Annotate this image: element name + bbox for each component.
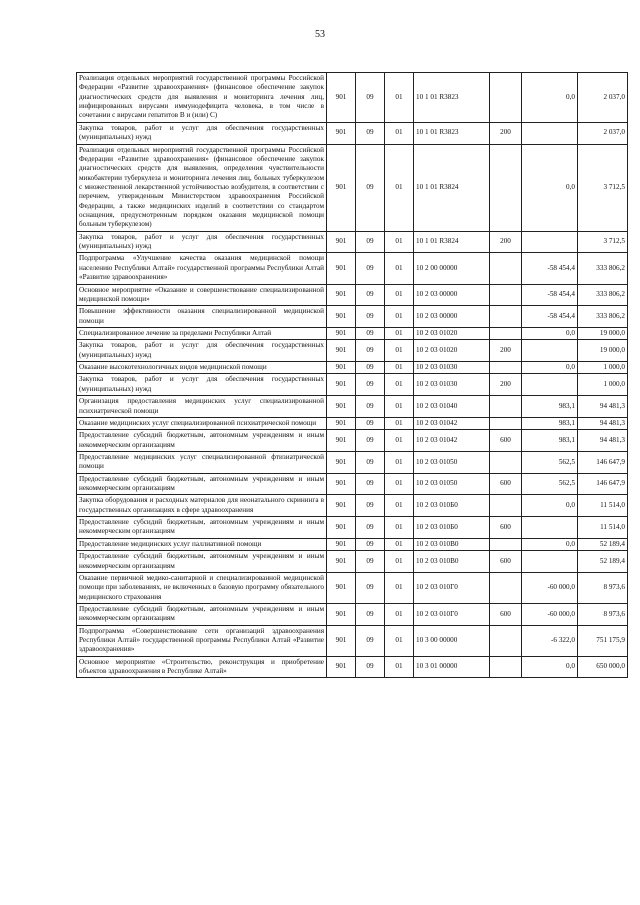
row-name-cell: Закупка оборудования и расходных материалов для неонатального скрининга в государственных организациях в сфере здравоохранения: [77, 495, 327, 517]
row-vr-cell: 600: [490, 551, 522, 573]
row-sum-cell: 94 481,3: [578, 430, 628, 452]
row-vr-cell: [490, 327, 522, 339]
row-csr-cell: 10 2 03 01030: [414, 362, 490, 374]
row-csr-cell: 10 2 03 01042: [414, 430, 490, 452]
row-csr-cell: 10 1 01 R3823: [414, 73, 490, 123]
row-change-cell: 562,5: [522, 473, 578, 495]
row-csr-cell: 10 1 01 R3823: [414, 122, 490, 144]
row-vr-cell: [490, 538, 522, 550]
row-rz-cell: 09: [356, 144, 385, 231]
row-change-cell: 983,1: [522, 417, 578, 429]
row-ved-cell: 901: [327, 430, 356, 452]
row-ved-cell: 901: [327, 362, 356, 374]
row-rz-cell: 09: [356, 572, 385, 603]
row-sum-cell: 3 712,5: [578, 144, 628, 231]
table-row: [77, 551, 628, 573]
row-vr-cell: [490, 572, 522, 603]
row-vr-cell: [490, 656, 522, 678]
table-row: [77, 284, 628, 306]
row-vr-cell: [490, 284, 522, 306]
row-sum-cell: 19 000,0: [578, 340, 628, 362]
row-pr-cell: 01: [385, 517, 414, 539]
row-name-cell: Оказание первичной медико-санитарной и специализированной медицинской помощи при заболеваниях, не включенных в базовую программу обязательного медицинского страхования: [77, 572, 327, 603]
row-vr-cell: [490, 625, 522, 656]
row-sum-cell: 11 514,0: [578, 517, 628, 539]
table-row: [77, 73, 628, 123]
row-pr-cell: 01: [385, 253, 414, 284]
row-change-cell: [522, 122, 578, 144]
row-change-cell: 0,0: [522, 362, 578, 374]
row-sum-cell: 751 175,9: [578, 625, 628, 656]
row-name-cell: Оказание медицинских услуг специализированной психиатрической помощи: [77, 417, 327, 429]
row-rz-cell: 09: [356, 340, 385, 362]
row-pr-cell: 01: [385, 122, 414, 144]
row-rz-cell: 09: [356, 362, 385, 374]
table-row: [77, 306, 628, 328]
row-name-cell: Закупка товаров, работ и услуг для обеспечения государственных (муниципальных) нужд: [77, 374, 327, 396]
row-ved-cell: 901: [327, 656, 356, 678]
row-sum-cell: 333 806,2: [578, 253, 628, 284]
row-change-cell: [522, 374, 578, 396]
row-change-cell: -60 000,0: [522, 603, 578, 625]
row-vr-cell: [490, 253, 522, 284]
row-pr-cell: 01: [385, 396, 414, 418]
row-name-cell: Закупка товаров, работ и услуг для обеспечения государственных (муниципальных) нужд: [77, 231, 327, 253]
row-pr-cell: 01: [385, 572, 414, 603]
row-vr-cell: [490, 144, 522, 231]
row-sum-cell: 1 000,0: [578, 374, 628, 396]
row-change-cell: -60 000,0: [522, 572, 578, 603]
row-rz-cell: 09: [356, 306, 385, 328]
row-csr-cell: 10 2 03 01020: [414, 327, 490, 339]
row-csr-cell: 10 1 01 R3824: [414, 231, 490, 253]
table-row: [77, 122, 628, 144]
row-vr-cell: 600: [490, 603, 522, 625]
row-csr-cell: 10 3 01 00000: [414, 656, 490, 678]
table-row: [77, 327, 628, 339]
row-rz-cell: 09: [356, 73, 385, 123]
row-sum-cell: 333 806,2: [578, 306, 628, 328]
row-sum-cell: 94 481,3: [578, 396, 628, 418]
table-row: [77, 656, 628, 678]
table-row: [77, 603, 628, 625]
row-change-cell: -58 454,4: [522, 253, 578, 284]
row-pr-cell: 01: [385, 430, 414, 452]
row-change-cell: 0,0: [522, 538, 578, 550]
row-ved-cell: 901: [327, 306, 356, 328]
row-rz-cell: 09: [356, 430, 385, 452]
row-rz-cell: 09: [356, 284, 385, 306]
row-pr-cell: 01: [385, 656, 414, 678]
row-name-cell: Предоставление субсидий бюджетным, автономным учреждениям и иным некоммерческим организациям: [77, 603, 327, 625]
row-sum-cell: 19 000,0: [578, 327, 628, 339]
row-name-cell: Предоставление медицинских услуг паллиативной помощи: [77, 538, 327, 550]
row-vr-cell: [490, 73, 522, 123]
row-name-cell: Повышение эффективности оказания специализированной медицинской помощи: [77, 306, 327, 328]
row-name-cell: Специализированное лечение за пределами Республики Алтай: [77, 327, 327, 339]
row-rz-cell: 09: [356, 473, 385, 495]
row-vr-cell: [490, 417, 522, 429]
row-change-cell: 0,0: [522, 656, 578, 678]
row-pr-cell: 01: [385, 451, 414, 473]
row-sum-cell: 146 647,9: [578, 451, 628, 473]
row-vr-cell: [490, 306, 522, 328]
row-change-cell: -58 454,4: [522, 284, 578, 306]
row-csr-cell: 10 2 03 010Г0: [414, 603, 490, 625]
row-change-cell: [522, 551, 578, 573]
row-pr-cell: 01: [385, 538, 414, 550]
row-pr-cell: 01: [385, 73, 414, 123]
row-change-cell: 983,1: [522, 430, 578, 452]
row-name-cell: Закупка товаров, работ и услуг для обеспечения государственных (муниципальных) нужд: [77, 340, 327, 362]
row-sum-cell: 52 189,4: [578, 538, 628, 550]
row-ved-cell: 901: [327, 495, 356, 517]
row-rz-cell: 09: [356, 327, 385, 339]
table-row: [77, 473, 628, 495]
row-csr-cell: 10 2 03 01030: [414, 374, 490, 396]
row-name-cell: Предоставление медицинских услуг специализированной фтизиатрической помощи: [77, 451, 327, 473]
row-sum-cell: 333 806,2: [578, 284, 628, 306]
table-row: [77, 517, 628, 539]
row-rz-cell: 09: [356, 625, 385, 656]
row-csr-cell: 10 2 00 00000: [414, 253, 490, 284]
table-row: [77, 144, 628, 231]
row-vr-cell: [490, 451, 522, 473]
row-ved-cell: 901: [327, 122, 356, 144]
row-rz-cell: 09: [356, 231, 385, 253]
row-rz-cell: 09: [356, 656, 385, 678]
table-row: [77, 340, 628, 362]
row-rz-cell: 09: [356, 417, 385, 429]
row-name-cell: Основное мероприятие «Строительство, реконструкция и приобретение объектов здравоохранения в Республике Алтай»: [77, 656, 327, 678]
row-ved-cell: 901: [327, 284, 356, 306]
row-sum-cell: 2 037,0: [578, 122, 628, 144]
row-change-cell: 562,5: [522, 451, 578, 473]
row-change-cell: 0,0: [522, 73, 578, 123]
row-name-cell: Закупка товаров, работ и услуг для обеспечения государственных (муниципальных) нужд: [77, 122, 327, 144]
row-rz-cell: 09: [356, 517, 385, 539]
row-pr-cell: 01: [385, 603, 414, 625]
row-pr-cell: 01: [385, 495, 414, 517]
row-vr-cell: [490, 495, 522, 517]
row-pr-cell: 01: [385, 327, 414, 339]
row-ved-cell: 901: [327, 517, 356, 539]
row-sum-cell: 8 973,6: [578, 572, 628, 603]
row-sum-cell: 11 514,0: [578, 495, 628, 517]
row-ved-cell: 901: [327, 340, 356, 362]
row-csr-cell: 10 2 03 01050: [414, 451, 490, 473]
row-rz-cell: 09: [356, 495, 385, 517]
row-sum-cell: 52 189,4: [578, 551, 628, 573]
row-pr-cell: 01: [385, 231, 414, 253]
row-csr-cell: 10 2 03 010Б0: [414, 495, 490, 517]
row-csr-cell: 10 2 03 010В0: [414, 538, 490, 550]
row-name-cell: Предоставление субсидий бюджетным, автономным учреждениям и иным некоммерческим организациям: [77, 551, 327, 573]
page-number: 53: [315, 29, 325, 40]
row-sum-cell: 3 712,5: [578, 231, 628, 253]
row-vr-cell: 200: [490, 122, 522, 144]
row-ved-cell: 901: [327, 473, 356, 495]
row-csr-cell: 10 2 03 00000: [414, 306, 490, 328]
row-pr-cell: 01: [385, 284, 414, 306]
table-row: [77, 362, 628, 374]
row-ved-cell: 901: [327, 231, 356, 253]
row-ved-cell: 901: [327, 603, 356, 625]
row-pr-cell: 01: [385, 551, 414, 573]
row-csr-cell: 10 1 01 R3824: [414, 144, 490, 231]
table-row: [77, 374, 628, 396]
row-pr-cell: 01: [385, 374, 414, 396]
row-rz-cell: 09: [356, 538, 385, 550]
row-vr-cell: 600: [490, 430, 522, 452]
row-name-cell: Предоставление субсидий бюджетным, автономным учреждениям и иным некоммерческим организациям: [77, 430, 327, 452]
row-change-cell: [522, 231, 578, 253]
table-row: [77, 495, 628, 517]
row-rz-cell: 09: [356, 122, 385, 144]
row-name-cell: Подпрограмма «Совершенствование сети организаций здравоохранения Республики Алтай» государственной программы Республики Алтай «Развитие здравоохранения»: [77, 625, 327, 656]
table-row: [77, 396, 628, 418]
row-rz-cell: 09: [356, 451, 385, 473]
row-rz-cell: 09: [356, 253, 385, 284]
row-vr-cell: 600: [490, 517, 522, 539]
row-change-cell: 983,1: [522, 396, 578, 418]
row-sum-cell: 146 647,9: [578, 473, 628, 495]
row-sum-cell: 2 037,0: [578, 73, 628, 123]
row-ved-cell: 901: [327, 144, 356, 231]
row-ved-cell: 901: [327, 625, 356, 656]
row-pr-cell: 01: [385, 144, 414, 231]
row-ved-cell: 901: [327, 73, 356, 123]
row-change-cell: [522, 340, 578, 362]
row-ved-cell: 901: [327, 396, 356, 418]
table-row: [77, 253, 628, 284]
row-name-cell: Реализация отдельных мероприятий государственной программы Российской Федерации «Развитие здравоохранения» (финансовое обеспечение закупок диагностических средств для выявления и мониторинга лечения лиц, инфицированных вирусами иммунодефицита человека, в том числе в сочетании с вирусами гепатитов B и (или) C): [77, 73, 327, 123]
table-row: [77, 430, 628, 452]
row-change-cell: 0,0: [522, 327, 578, 339]
row-change-cell: 0,0: [522, 495, 578, 517]
row-change-cell: -6 322,0: [522, 625, 578, 656]
row-vr-cell: 200: [490, 340, 522, 362]
row-ved-cell: 901: [327, 417, 356, 429]
row-vr-cell: 200: [490, 374, 522, 396]
row-pr-cell: 01: [385, 306, 414, 328]
row-sum-cell: 650 000,0: [578, 656, 628, 678]
row-ved-cell: 901: [327, 572, 356, 603]
row-name-cell: Оказание высокотехнологичных видов медицинской помощи: [77, 362, 327, 374]
row-ved-cell: 901: [327, 551, 356, 573]
table-row: [77, 625, 628, 656]
row-ved-cell: 901: [327, 538, 356, 550]
row-csr-cell: 10 2 03 01020: [414, 340, 490, 362]
table-row: [77, 538, 628, 550]
row-csr-cell: 10 2 03 00000: [414, 284, 490, 306]
row-change-cell: 0,0: [522, 144, 578, 231]
row-name-cell: Предоставление субсидий бюджетным, автономным учреждениям и иным некоммерческим организациям: [77, 517, 327, 539]
row-pr-cell: 01: [385, 362, 414, 374]
row-csr-cell: 10 2 03 010Б0: [414, 517, 490, 539]
row-vr-cell: [490, 396, 522, 418]
budget-table-body: [77, 73, 628, 678]
row-ved-cell: 901: [327, 374, 356, 396]
row-change-cell: -58 454,4: [522, 306, 578, 328]
row-rz-cell: 09: [356, 374, 385, 396]
row-name-cell: Подпрограмма «Улучшение качества оказания медицинской помощи населению Республики Алтай» государственной программы Республики Алтай «Развитие здравоохранения»: [77, 253, 327, 284]
row-sum-cell: 8 973,6: [578, 603, 628, 625]
row-rz-cell: 09: [356, 603, 385, 625]
row-vr-cell: [490, 362, 522, 374]
row-csr-cell: 10 2 03 010Г0: [414, 572, 490, 603]
row-csr-cell: 10 2 03 01040: [414, 396, 490, 418]
table-row: [77, 451, 628, 473]
row-name-cell: Основное мероприятие «Оказание и совершенствование специализированной медицинской помощи»: [77, 284, 327, 306]
table-row: [77, 572, 628, 603]
row-csr-cell: 10 2 03 010В0: [414, 551, 490, 573]
row-sum-cell: 94 481,3: [578, 417, 628, 429]
row-name-cell: Организация предоставления медицинских услуг специализированной психиатрической помощи: [77, 396, 327, 418]
row-change-cell: [522, 517, 578, 539]
budget-table: [76, 72, 628, 678]
row-pr-cell: 01: [385, 473, 414, 495]
row-vr-cell: 200: [490, 231, 522, 253]
row-ved-cell: 901: [327, 253, 356, 284]
row-rz-cell: 09: [356, 396, 385, 418]
row-pr-cell: 01: [385, 340, 414, 362]
row-ved-cell: 901: [327, 451, 356, 473]
row-pr-cell: 01: [385, 625, 414, 656]
row-csr-cell: 10 3 00 00000: [414, 625, 490, 656]
row-csr-cell: 10 2 03 01050: [414, 473, 490, 495]
row-name-cell: Предоставление субсидий бюджетным, автономным учреждениям и иным некоммерческим организациям: [77, 473, 327, 495]
table-row: [77, 231, 628, 253]
row-name-cell: Реализация отдельных мероприятий государственной программы Российской Федерации «Развитие здравоохранения» (финансовое обеспечение закупок диагностических средств для выявления, определения чувствительности микобактерии туберкулеза и мониторинга лечения лиц, больных туберкулезом с множественной лекарственной устойчивостью возбудителя, в соответствии с перечнем, утвержденным Министерством здравоохранения Российской Федерации, а также медицинских изделий в соответствии со стандартом оснащения, предусмотренным порядком оказания медицинской помощи больным туберкулезом): [77, 144, 327, 231]
row-sum-cell: 1 000,0: [578, 362, 628, 374]
row-pr-cell: 01: [385, 417, 414, 429]
row-ved-cell: 901: [327, 327, 356, 339]
row-rz-cell: 09: [356, 551, 385, 573]
table-row: [77, 417, 628, 429]
row-vr-cell: 600: [490, 473, 522, 495]
row-csr-cell: 10 2 03 01042: [414, 417, 490, 429]
